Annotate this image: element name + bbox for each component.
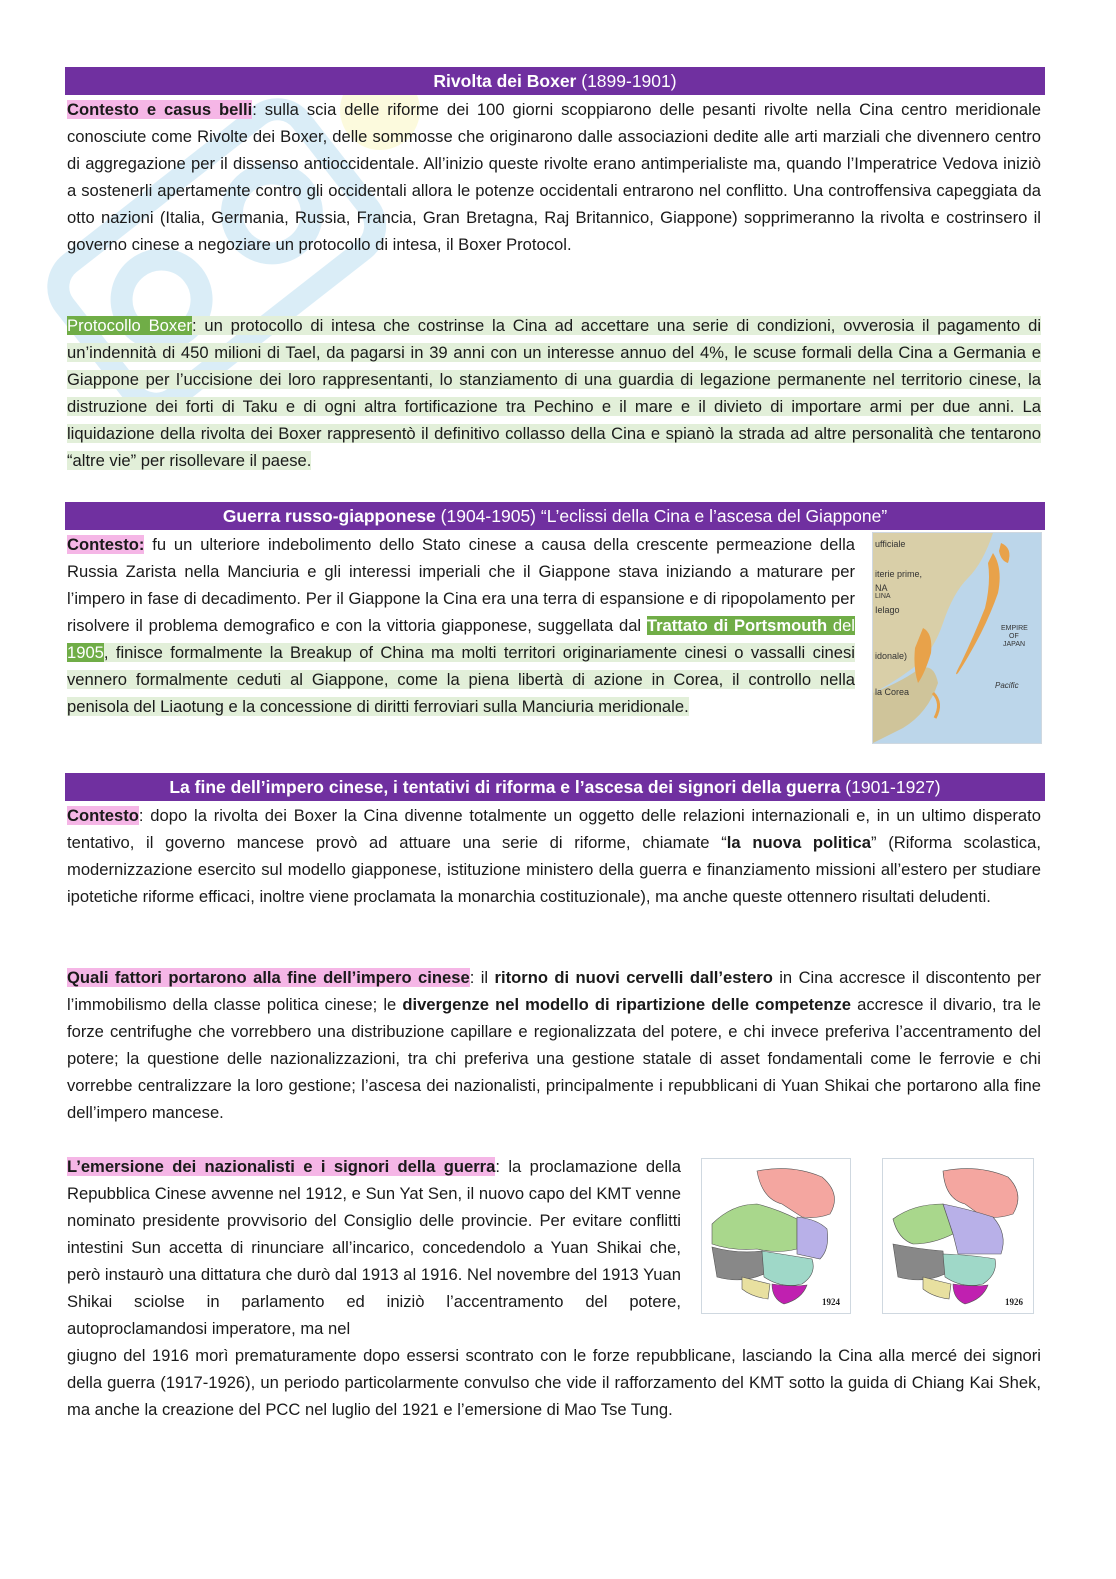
label-contesto: Contesto:	[67, 535, 145, 554]
map-label: JAPAN	[1003, 641, 1026, 648]
label-quali-fattori: Quali fattori portarono alla fine dell’impero cinese	[67, 968, 470, 987]
boxer-protocol-paragraph: Protocollo Boxer: un protocollo di intesa che costrinse la Cina ad accettare una serie di condizioni, ovverosia il pagamento di un’indennità di 450 milioni di Tael, da pagarsi in 39 anni con un interesse annuo del 4%, le scuse formali della Cina a Germania e Giappone per l’uccisione dei loro rappresentanti, lo stanziamento di una guardia di legazione permanente nel territorio cinese, la distruzione dei forti di Taku e di ogni altra fortificazione tra Pechino e il mare e il divieto di importare armi per due anni. La liquidazione della rivolta dei Boxer rappresentò il definitivo collasso della Cina e spianò la strada ad altre personalità che tentarono “altre vie” per risollevare il paese.	[67, 316, 1041, 470]
label-emersione-nazionalisti: L’emersione dei nazionalisti e i signori della guerra	[67, 1157, 496, 1176]
map-label: OF	[1009, 633, 1019, 640]
trattato-portsmouth-highlight: Trattato di Portsmouth	[646, 616, 828, 635]
map-warlords-1926-image	[882, 1158, 1034, 1314]
map-warlords-1924-image	[701, 1158, 851, 1314]
map-year-label: 1926	[1005, 1297, 1023, 1307]
section-heading-fine-impero: La fine dell’impero cinese, i tentativi di riforma e l’ascesa dei signori della guerra (1901-1927)	[65, 773, 1045, 801]
boxer-context-paragraph: Contesto e casus belli: sulla scia delle riforme dei 100 giorni scoppiarono delle pesanti rivolte nella Cina centro meridionale conosciute come Rivolte dei Boxer, delle sommosse che originarono dalle associazioni dedite alle arti marziali che divennero centro di aggregazione per il dissenso antioccidentale. All’inizio queste rivolte erano antimperialiste ma, quando l’Imperatrice Vedova iniziò a sostenerli apertamente contro gli occidentali allora le potenze occidentali entrarono nel conflitto. Una controffensiva capeggiata da otto nazioni (Italia, Germania, Russia, Francia, Gran Bretagna, Raj Britannico, Giappone) sopprimeranno la rivolta e costrinsero il governo cinese a negoziare un protocollo di intesa, il Boxer Protocol.	[67, 100, 1041, 254]
map-label: la Corea	[875, 687, 910, 697]
map-label: iterie prime,	[875, 569, 923, 579]
map-label: ufficiale	[875, 539, 906, 549]
map-japan-empire-image	[872, 532, 1042, 744]
label-contesto: Contesto	[67, 806, 139, 825]
russo-context-paragraph: Contesto: fu un ulteriore indebolimento dello Stato cinese a causa della crescente permeazione della Russia Zarista nella Manciuria e gli interessi imperiali che il Giappone stava iniziando a maturare per l’impero in fase di decadimento. Per il Giappone la Cina era una terra di espansione e di ripopolamento per risolvere il problema demografico e con la vittoria giapponese, suggellata dal Trattato di Portsmouth del 1905, finisce formalmente la Breakup of China ma molti territori originariamente cinesi o vassalli cinesi vennero formalmente ceduti al Giappone, come la piena libertà di azione in Corea, il controllo nella penisola del Liaotung e la concessione di diritti ferroviari sulla Manciuria meridionale.	[67, 535, 855, 716]
map-label: NA	[875, 583, 888, 593]
map-label: idonale)	[875, 651, 908, 661]
emersione-continuation-paragraph: giugno del 1916 morì prematuramente dopo essersi scontrato con le forze repubblicane, lasciando la Cina alla mercé dei signori della guerra (1917-1926), un periodo particolarmente convulso che vide il rafforzamento del KMT sotto la guida di Chiang Kai Shek, ma anche la creazione del PCC nel luglio del 1921 e l’emersione di Mao Tse Tung.	[67, 1346, 1041, 1419]
label-protocollo-boxer: Protocollo Boxer	[67, 316, 192, 335]
emersione-paragraph: L’emersione dei nazionalisti e i signori della guerra: la proclamazione della Repubblica Cinese avvenne nel 1912, e Sun Yat Sen, il nuovo capo del KMT venne nominato presidente provvisorio del Consiglio delle provincie. Per evitare conflitti intestini Sun accetta di rinunciare all’incarico, concedendolo a Yuan Shikai che, però instaurò una dittatura che durò dal 1913 al 1916. Nel novembre del 1913 Yuan Shikai sciolse in parlamento ed iniziò l’accentramento del potere, autoproclamandosi imperatore, ma nel	[67, 1157, 681, 1338]
fine-context-paragraph: Contesto: dopo la rivolta dei Boxer la Cina divenne totalmente un oggetto delle relazioni internazionali e, in un ultimo disperato tentativo, il governo mancese provò ad attuare una serie di riforme, chiamate “la nuova politica” (Riforma scolastica, modernizzazione esercito sul modello giapponese, istituzione ministero della guerra e finanziamento missioni all’estero per studiare ipotetiche riforme efficaci, inoltre viene proclamata la monarchia costituzionale), ma anche queste ottennero risultati deludenti.	[67, 806, 1042, 906]
map-label: LINA	[875, 593, 891, 600]
section-heading-boxer: Rivolta dei Boxer (1899-1901)	[65, 67, 1045, 95]
map-label: EMPIRE	[1001, 625, 1028, 632]
map-label: Ielago	[875, 605, 900, 615]
map-year-label: 1924	[822, 1297, 840, 1307]
label-contesto-casus-belli: Contesto e casus belli	[67, 100, 253, 119]
fattori-paragraph: Quali fattori portarono alla fine dell’impero cinese: il ritorno di nuovi cervelli dall’estero in Cina accresce il discontento per l’immobilismo della classe politica cinese; le divergenze nel modello di ripartizione delle competenze accresce il divario, tra le forze centrifughe che vorrebbero una distribuzione capillare e regionalizzata del potere, e chi invece preferiva l’accentramento del potere; la questione delle nazionalizzazioni, tra chi preferiva una gestione statale di asset fondamentali come le ferrovie e chi vorrebbe centralizzare la loro gestione; l’ascesa dei nazionalisti, principalmente i repubblicani di Yuan Shikai che portarono alla fine dell’impero mancese.	[67, 968, 1041, 1122]
map-label: Pacific	[995, 681, 1019, 690]
section-heading-russo-japanese-war: Guerra russo-giapponese (1904-1905) “L’eclissi della Cina e l’ascesa del Giappone”	[65, 502, 1045, 530]
